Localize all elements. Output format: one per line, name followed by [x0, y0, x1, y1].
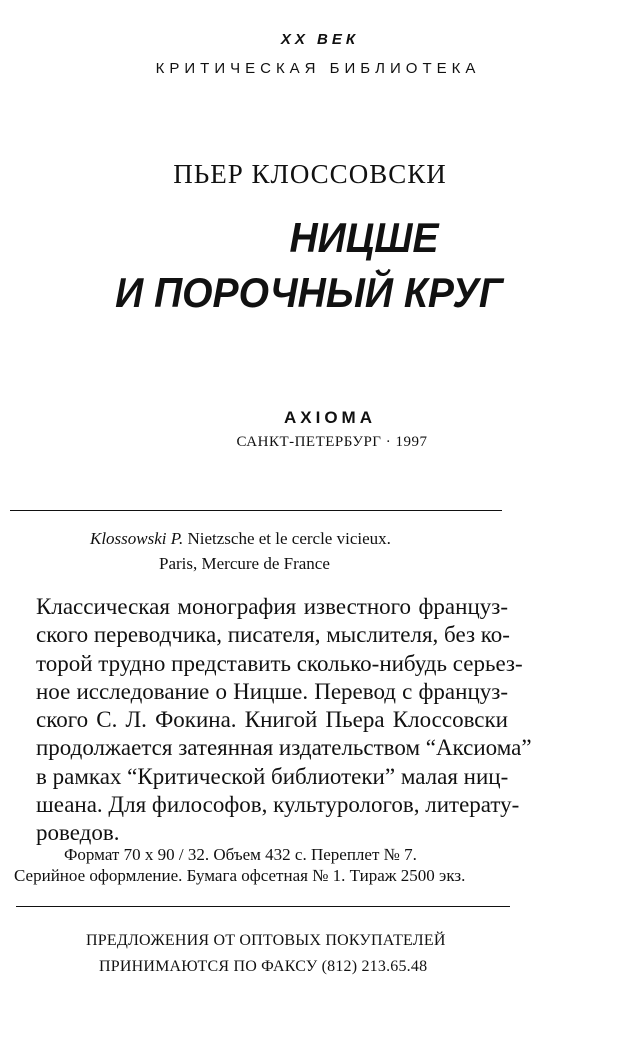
publication-place-year: САНКТ-ПЕТЕРБУРГ · 1997 — [236, 434, 428, 450]
annotation-line: ского С. Л. Фокина. Книгой Пьера Клоссовски — [36, 707, 508, 733]
annotation-line: в рамках “Критической библиотеки” малая ниц- — [36, 763, 509, 789]
annotation-line: роведов. — [36, 820, 120, 846]
series-name: XX ВЕК — [280, 31, 360, 48]
publisher-name: AXIOMA — [284, 408, 376, 427]
wholesale-line-1: ПРЕДЛОЖЕНИЯ ОТ ОПТОВЫХ ПОКУПАТЕЛЕЙ — [86, 932, 446, 949]
specs-line-1: Формат 70 x 90 / 32. Объем 432 с. Переплет № 7. — [64, 845, 417, 864]
book-author: ПЬЕР КЛОССОВСКИ — [173, 159, 447, 189]
original-author: Klossowski P. — [90, 529, 184, 548]
annotation-line: ского переводчика, писателя, мыслителя, без ко- — [36, 622, 510, 648]
divider-bottom — [16, 906, 510, 907]
specs-line-2: Серийное оформление. Бумага офсетная № 1. Тираж 2500 экз. — [14, 866, 466, 885]
wholesale-line-2: ПРИНИМАЮТСЯ ПО ФАКСУ (812) 213.65.48 — [99, 958, 428, 975]
annotation-line: шеана. Для философов, культурологов, литерату- — [36, 792, 520, 818]
annotation-line: продолжается затеянная издательством “Аксиома” — [36, 735, 532, 761]
book-title-line-1: НИЦШЕ — [289, 214, 439, 261]
original-title: Nietzsche et le cercle vicieux. — [183, 529, 391, 548]
annotation-line: ное исследование о Ницше. Перевод с француз- — [36, 678, 508, 704]
annotation-line: торой трудно представить сколько-нибудь серьез- — [36, 650, 523, 676]
library-name: КРИТИЧЕСКАЯ БИБЛИОТЕКА — [155, 60, 481, 77]
book-title-line-2: И ПОРОЧНЫЙ КРУГ — [115, 269, 503, 316]
annotation-line: Классическая монография известного француз- — [36, 594, 508, 619]
original-edition-line-1 — [90, 529, 391, 549]
divider-top — [10, 510, 502, 511]
annotation-text — [36, 593, 532, 848]
original-edition-publisher: Paris, Mercure de France — [159, 554, 330, 573]
